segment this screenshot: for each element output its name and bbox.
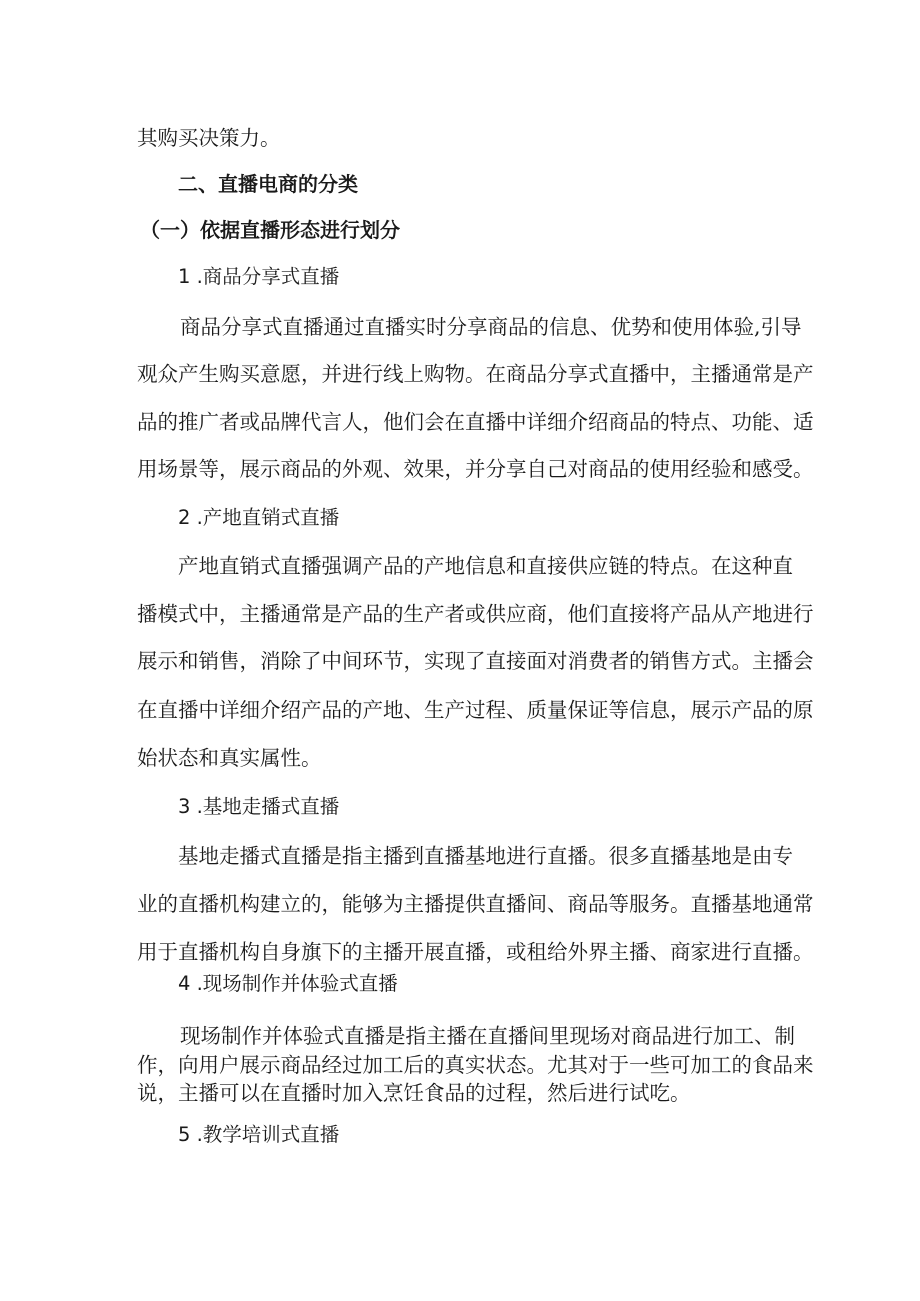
paragraph-line: 播模式中，主播通常是产品的生产者或供应商，他们直接将产品从产地进行 [137,602,814,626]
item-title-4: 4 .现场制作并体验式直播 [178,972,398,995]
item-title-2: 2 .产地直销式直播 [178,506,340,529]
section-heading: 二、直播电商的分类 [178,172,358,196]
paragraph-line: 展示和销售，消除了中间环节，实现了直接面对消费者的销售方式。主播会 [137,649,814,673]
paragraph-line: 商品分享式直播通过直播实时分享商品的信息、优势和使用体验,引导 [180,315,802,339]
paragraph-line: 观众产生购买意愿，并进行线上购物。在商品分享式直播中，主播通常是产 [137,362,814,386]
paragraph-line: 用场景等，展示商品的外观、效果，并分享自己对商品的使用经验和感受。 [137,457,814,481]
paragraph-line: 用于直播机构自身旗下的主播开展直播，或租给外界主播、商家进行直播。 [137,940,814,964]
item-title-3: 3 .基地走播式直播 [178,795,340,818]
paragraph-line: 现场制作并体验式直播是指主播在直播间里现场对商品进行加工、制 [180,1024,795,1048]
paragraph-line: 品的推广者或品牌代言人，他们会在直播中详细介绍商品的特点、功能、适 [137,410,814,434]
subsection-heading: （一）依据直播形态进行划分 [140,218,400,242]
paragraph-line: 业的直播机构建立的，能够为主播提供直播间、商品等服务。直播基地通常 [137,892,814,916]
item-title-5: 5 .教学培训式直播 [178,1123,340,1146]
paragraph-line: 在直播中详细介绍产品的产地、生产过程、质量保证等信息，展示产品的原 [137,698,814,722]
item-title-1: 1 .商品分享式直播 [178,265,340,288]
paragraph-line: 说，主播可以在直播时加入烹饪食品的过程，然后进行试吃。 [137,1081,691,1105]
paragraph-line: 始状态和真实属性。 [137,746,322,770]
paragraph-line: 作，向用户展示商品经过加工后的真实状态。尤其对于一些可加工的食品来 [137,1053,814,1077]
continuation-line: 其购买决策力。 [137,126,281,150]
paragraph-line: 基地走播式直播是指主播到直播基地进行直播。很多直播基地是由专 [178,844,793,868]
paragraph-line: 产地直销式直播强调产品的产地信息和直接供应链的特点。在这种直 [178,554,793,578]
